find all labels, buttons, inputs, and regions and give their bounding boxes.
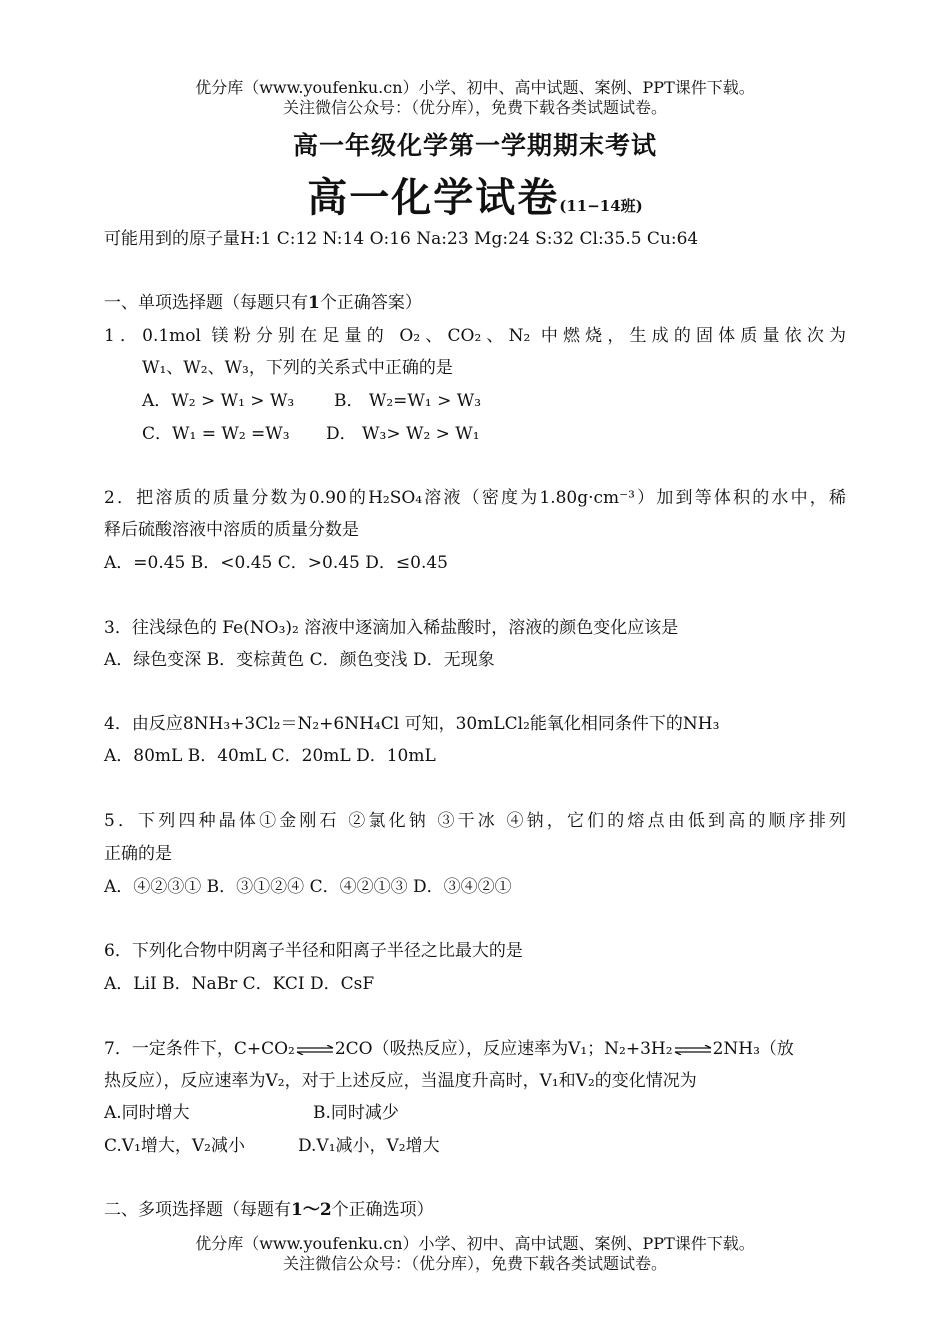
section-2-heading bbox=[104, 1199, 434, 1221]
footer-line-2: 关注微信公众号：（优分库），免费下载各类试题试卷。 bbox=[282, 1254, 667, 1273]
exam-title: 高一年级化学第一学期期末考试 bbox=[292, 131, 657, 160]
q5-line-2: 正确的是 bbox=[104, 844, 172, 864]
paper-title bbox=[0, 166, 950, 223]
q3-options: A．绿色变深 B．变棕黄色 C．颜色变浅 D．无现象 bbox=[104, 650, 495, 670]
q1-option-c: C．W₁ = W₂ =W₃ bbox=[142, 424, 290, 444]
q1-option-a: A．W₂ > W₁ > W₃ bbox=[142, 391, 295, 411]
atomic-masses: 可能用到的原子量H:1 C:12 N:14 O:16 Na:23 Mg:24 S:32 Cl:35.5 Cu:64 bbox=[104, 229, 699, 249]
q7-line-1 bbox=[104, 1038, 846, 1060]
class-note: (11−14班) bbox=[559, 197, 643, 215]
section-1-heading bbox=[104, 292, 422, 314]
header-line-2: 关注微信公众号：（优分库），免费下载各类试题试卷。 bbox=[282, 98, 667, 117]
q4-options: A．80mL B．40mL C．20mL D．10mL bbox=[104, 746, 436, 766]
q2-options: A．=0.45 B．<0.45 C．>0.45 D．≤0.45 bbox=[104, 553, 449, 573]
section-1-num: 1 bbox=[308, 293, 320, 313]
q7-line-1-c: 2NH₃（放 bbox=[712, 1039, 794, 1059]
q1-line-2: W₁、W₂、W₃，下列的关系式中正确的是 bbox=[142, 358, 453, 378]
q1-option-d: D． W₃> W₂ > W₁ bbox=[326, 424, 480, 444]
q5-options: A．④②③① B．③①②④ C．④②①③ D．③④②① bbox=[104, 877, 512, 897]
equilibrium-arrow-icon bbox=[295, 1045, 335, 1055]
q7-line-1-b: 2CO（吸热反应），反应速率为V₁；N₂+3H₂ bbox=[334, 1039, 673, 1059]
q7-option-a: A.同时增大 bbox=[104, 1103, 190, 1123]
paper-title-text: 高一化学试卷 bbox=[307, 174, 560, 221]
q3-line-1: 3．往浅绿色的 Fe(NO₃)₂ 溶液中逐滴加入稀盐酸时，溶液的颜色变化应该是 bbox=[104, 618, 679, 638]
q5-line-1: 5．下列四种晶体①金刚石 ②氯化钠 ③干冰 ④钠，它们的熔点由低到高的顺序排列 bbox=[104, 811, 846, 831]
footer-line-1: 优分库（www.youfenku.cn）小学、初中、高中试题、案例、PPT课件下载。 bbox=[195, 1234, 755, 1253]
q2-line-1: 2．把溶质的质量分数为0.90的H₂SO₄溶液（密度为1.80g·cm⁻³）加到等体积的水中，稀 bbox=[104, 488, 846, 508]
q7-line-2: 热反应），反应速率为V₂，对于上述反应，当温度升高时，V₁和V₂的变化情况为 bbox=[104, 1071, 697, 1091]
q2-line-2: 释后硫酸溶液中溶质的质量分数是 bbox=[104, 520, 359, 540]
section-2-suffix: 个正确选项） bbox=[331, 1200, 434, 1220]
section-1-prefix: 一、单项选择题（每题只有 bbox=[104, 293, 308, 313]
equilibrium-arrow-icon bbox=[673, 1045, 713, 1055]
q4-line-1: 4．由反应8NH₃+3Cl₂＝N₂+6NH₄Cl 可知，30mLCl₂能氧化相同条件下的NH₃ bbox=[104, 714, 720, 734]
q7-option-c: C.V₁增大，V₂减小 bbox=[104, 1136, 245, 1156]
q1-option-b: B． W₂=W₁ > W₃ bbox=[334, 391, 482, 411]
q1-line-1: 1．0.1mol 镁粉分别在足量的 O₂、CO₂、N₂ 中燃烧，生成的固体质量依次为 bbox=[104, 326, 846, 346]
q7-option-b: B.同时减少 bbox=[313, 1103, 399, 1123]
section-2-prefix: 二、多项选择题（每题有 bbox=[104, 1200, 291, 1220]
q6-options: A．LiI B．NaBr C．KCI D．CsF bbox=[104, 974, 375, 994]
section-1-suffix: 个正确答案） bbox=[319, 293, 422, 313]
header-line-1: 优分库（www.youfenku.cn）小学、初中、高中试题、案例、PPT课件下载。 bbox=[195, 78, 755, 97]
q6-line-1: 6．下列化合物中阴离子半径和阳离子半径之比最大的是 bbox=[104, 941, 523, 961]
section-2-range: 1～2 bbox=[291, 1200, 332, 1220]
q7-line-1-a: 7．一定条件下，C+CO₂ bbox=[104, 1039, 295, 1059]
q7-option-d: D.V₁减小，V₂增大 bbox=[298, 1136, 440, 1156]
